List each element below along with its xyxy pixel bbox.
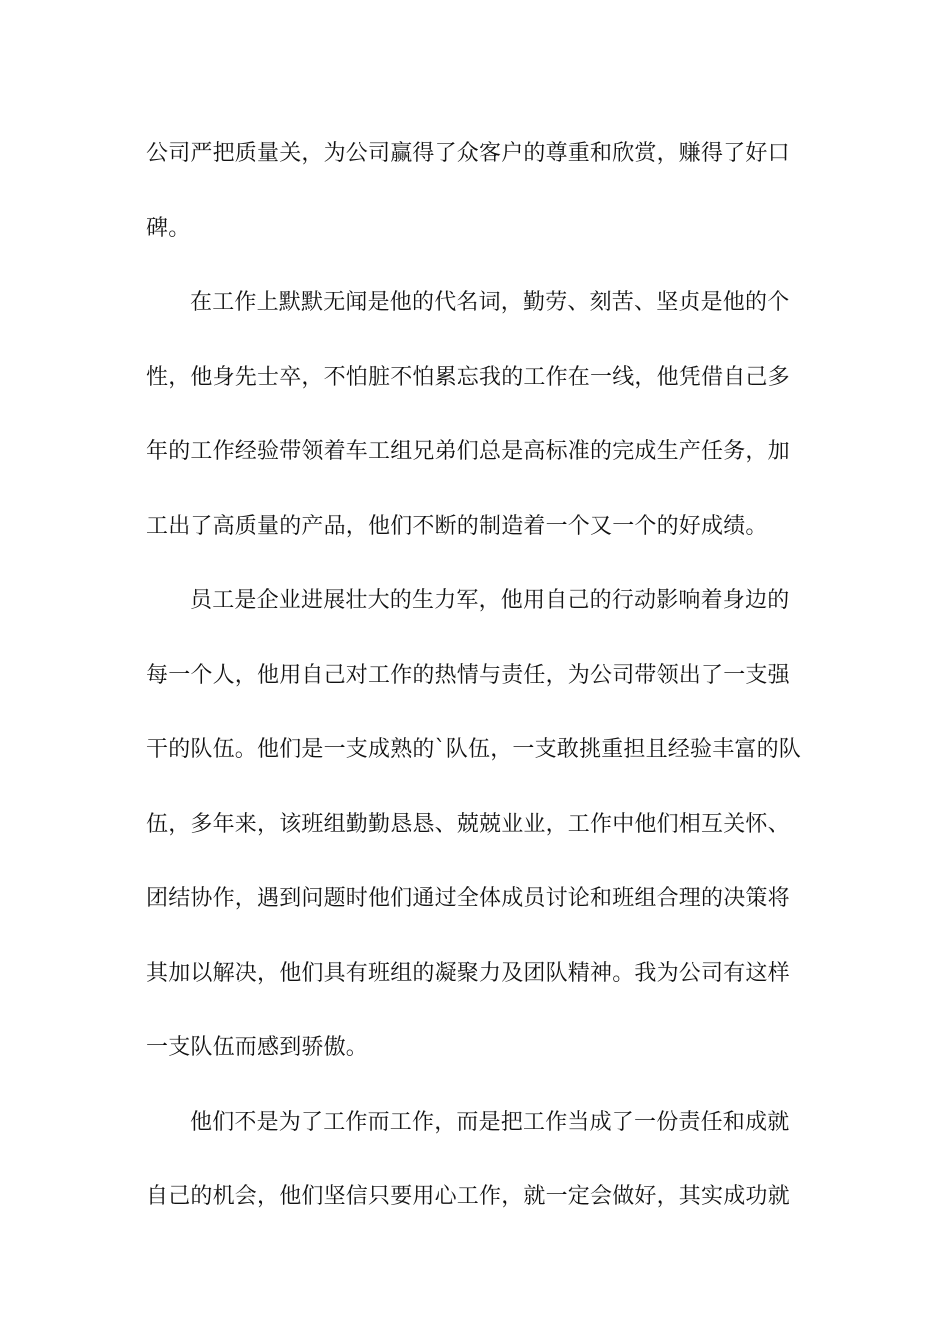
text-line: 干的队伍。他们是一支成熟的`队伍，一支敢挑重担且经验丰富的队 [146, 737, 802, 762]
document-body [146, 130, 810, 1248]
text-line: 其加以解决，他们具有班组的凝聚力及团队精神。我为公司有这样 [146, 960, 790, 986]
text-line: 碑。 [146, 215, 191, 241]
paragraph-start-line: 他们不是为了工作而工作，而是把工作当成了一份责任和成就 [190, 1109, 790, 1135]
text-line: 一支队伍而感到骄傲。 [146, 1035, 369, 1060]
text-line: 工出了高质量的产品，他们不断的制造着一个又一个的好成绩。 [146, 513, 768, 539]
text-line: 伍，多年来，该班组勤勤恳恳、兢兢业业，工作中他们相互关怀、 [146, 811, 790, 837]
paragraph-start-line: 员工是企业进展壮大的生力军，他用自己的行动影响着身边的 [190, 588, 790, 613]
text-line: 公司严把质量关，为公司赢得了众客户的尊重和欣赏，赚得了好口 [146, 141, 790, 166]
text-line: 自己的机会，他们坚信只要用心工作，就一定会做好，其实成功就 [146, 1184, 790, 1209]
text-line: 每一个人，他用自己对工作的热情与责任，为公司带领出了一支强 [146, 662, 790, 688]
text-line: 团结协作，遇到问题时他们通过全体成员讨论和班组合理的决策将 [146, 886, 790, 911]
text-line: 性，他身先士卒，不怕脏不怕累忘我的工作在一线，他凭借自己多 [146, 364, 790, 390]
text-line: 年的工作经验带领着车工组兄弟们总是高标准的完成生产任务，加 [146, 439, 790, 464]
paragraph-start-line: 在工作上默默无闻是他的代名词，勤劳、刻苦、坚贞是他的个 [190, 290, 790, 315]
